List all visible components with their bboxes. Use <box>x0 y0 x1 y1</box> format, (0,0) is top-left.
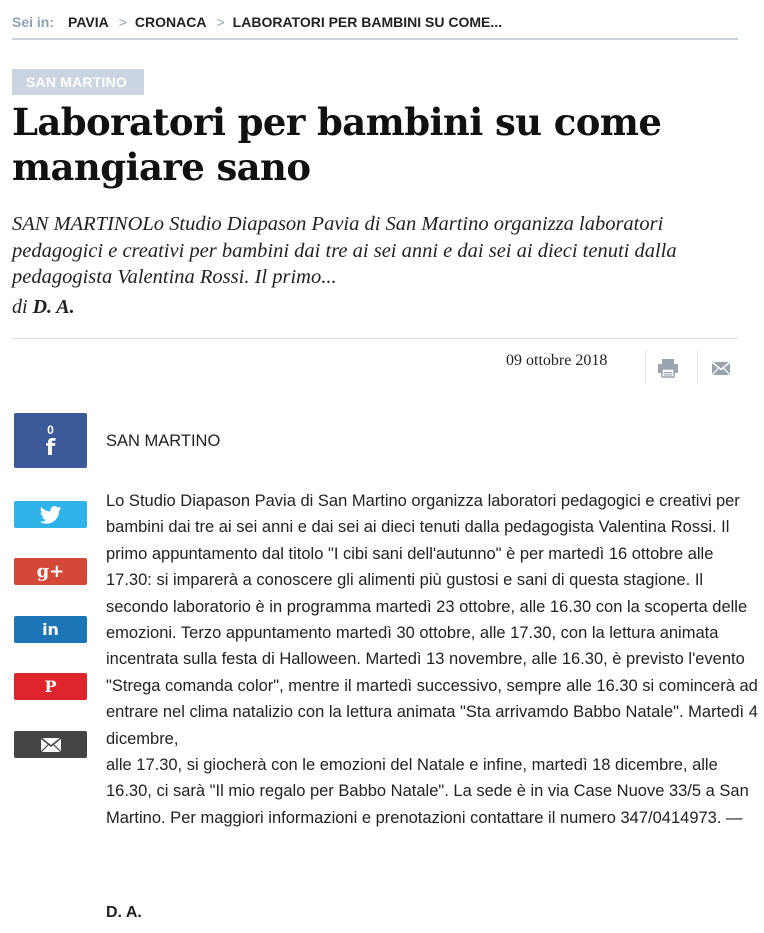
breadcrumb <box>12 14 738 40</box>
twitter-share-button[interactable] <box>14 501 87 528</box>
divider <box>12 338 738 339</box>
pinterest-share-button[interactable] <box>14 673 87 700</box>
linkedin-share-button[interactable] <box>14 616 87 643</box>
envelope-icon <box>41 738 61 752</box>
article-location: SAN MARTINO <box>106 432 221 450</box>
print-icon[interactable] <box>657 358 679 378</box>
byline-author[interactable]: D. A. <box>32 296 75 318</box>
byline <box>12 296 75 319</box>
facebook-icon: f <box>45 435 56 461</box>
email-share-button[interactable] <box>14 731 87 758</box>
article-summary: SAN MARTINOLo Studio Diapason Pavia di San Martino organizza laboratori pedagogici e creativi per bambini dai tre ai sei anni e dai sei ai dieci tenuti dalla pedagogista Valentina Rossi. Il primo... <box>12 213 677 288</box>
facebook-share-button[interactable] <box>14 413 87 468</box>
twitter-icon <box>40 506 62 524</box>
linkedin-icon: in <box>42 620 59 639</box>
share-count: 0 <box>47 422 54 437</box>
breadcrumb-label: Sei in: <box>12 14 55 30</box>
googleplus-icon: g+ <box>36 561 65 582</box>
envelope-icon[interactable] <box>710 358 732 378</box>
breadcrumb-separator: > <box>216 14 225 30</box>
article-signature: D. A. <box>106 904 142 921</box>
pinterest-icon: P <box>44 677 57 696</box>
body-paragraph: Lo Studio Diapason Pavia di San Martino organizza laboratori pedagogici e creativi per bambini dai tre ai sei anni e dai sei ai dieci tenuti dalla pedagogista Valentina Rossi. Il primo appuntamento dal titolo "I cibi sani dell'autunno" è per martedì 16 ottobre alle 17.30: si imparerà a conoscere gli alimenti più gustosi e sani di questa stagione. Il secondo laboratorio è in programma martedì 23 ottobre, alle 16.30 con la scoperta delle emozioni. Terzo appuntamento martedì 30 ottobre, alle 17.30, con la lettura animata incentrata sulla festa di Halloween. Martedì 13 novembre, alle 16.30, è previsto l'evento "Strega comanda color", mentre il martedì successivo, sempre alle 16.30 si comincerà ad entrare nel clima natalizio con la lettura animata "Sta arrivamdo Babbo Natale". Martedì 4 dicembre, <box>106 492 758 748</box>
divider <box>697 350 698 384</box>
section-kicker[interactable]: SAN MARTINO <box>12 69 144 95</box>
breadcrumb-item-current: LABORATORI PER BAMBINI SU COME... <box>232 14 503 30</box>
byline-prefix: di <box>12 296 28 318</box>
article-title: Laboratori per bambini su come mangiare sano <box>12 100 662 189</box>
body-paragraph: alle 17.30, si giocherà con le emozioni del Natale e infine, martedì 18 dicembre, alle 16.30, ci sarà "Il mio regalo per Babbo Natale". La sede è in via Case Nuove 33/5 a San Martino. Per maggiori informazioni e prenotazioni contattare il numero 347/0414973. — <box>106 756 749 827</box>
divider <box>645 350 646 384</box>
googleplus-share-button[interactable] <box>14 558 87 585</box>
breadcrumb-item-cronaca[interactable]: CRONACA <box>134 14 207 30</box>
article-date: 09 ottobre 2018 <box>506 352 608 369</box>
breadcrumb-separator: > <box>118 14 127 30</box>
breadcrumb-item-pavia[interactable]: PAVIA <box>68 14 109 30</box>
article-body <box>106 488 758 831</box>
